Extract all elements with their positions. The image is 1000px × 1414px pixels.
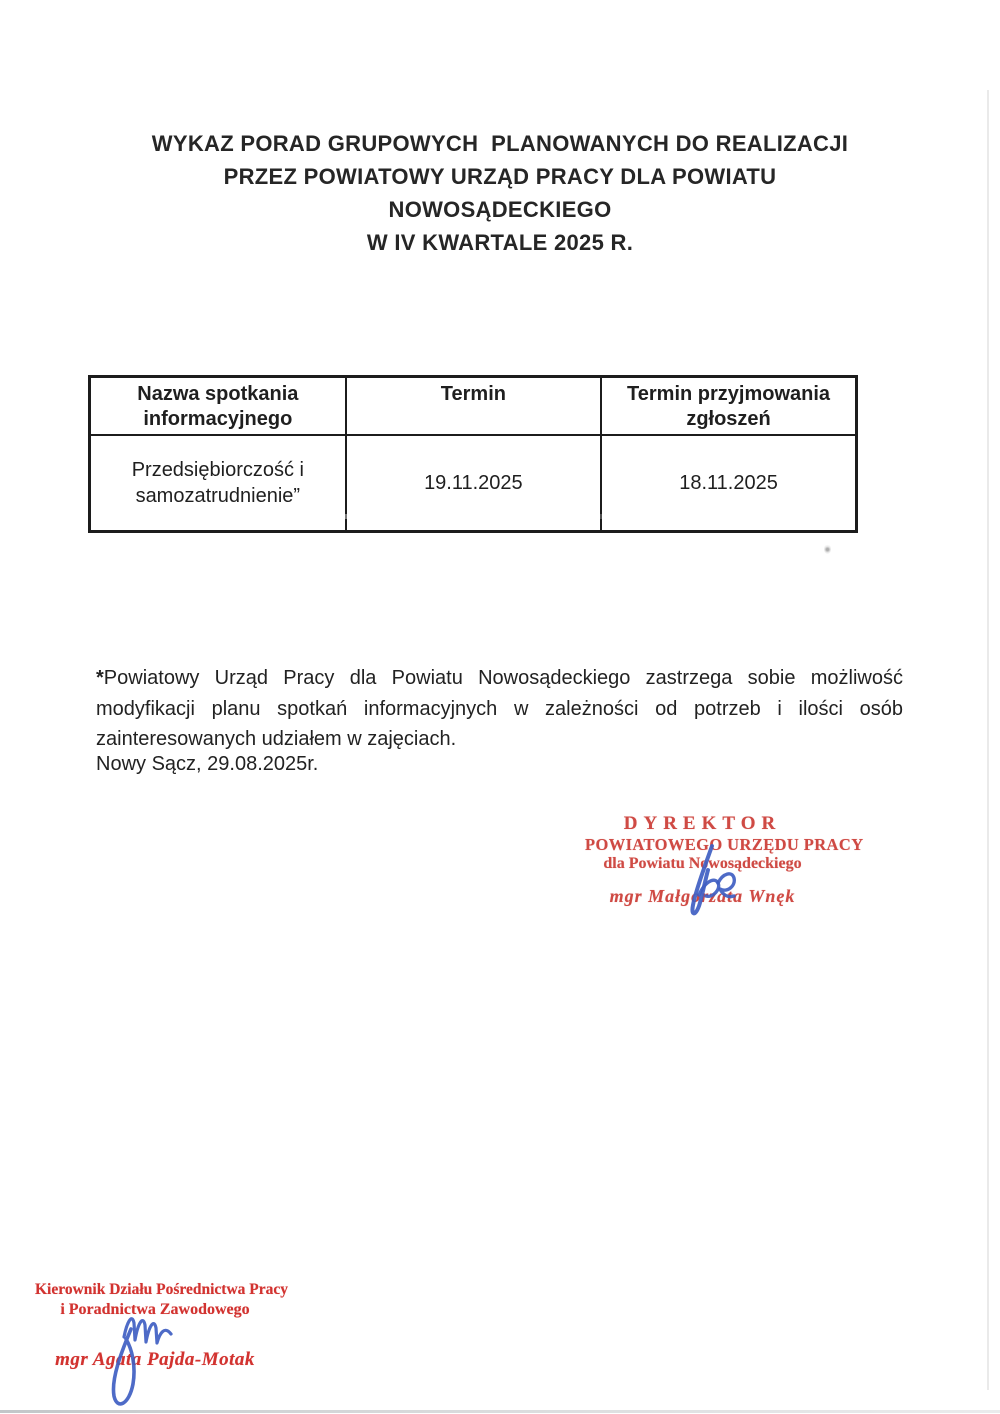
director-stamp-org-line2: dla Powiatu Nowosądeckiego: [603, 855, 802, 872]
table-row: [90, 435, 857, 532]
header-registration-deadline: Termin przyjmowania zgłoszeń: [601, 377, 856, 436]
cell-meeting-name: Przedsiębiorczość i samozatrudnienie”: [90, 435, 346, 532]
footnote-paragraph: [96, 663, 903, 755]
manager-stamp-name: mgr Agata Pajda-Motak: [55, 1349, 255, 1370]
schedule-table-container: [88, 375, 858, 533]
place-date-line: Nowy Sącz, 29.08.2025r.: [96, 753, 319, 775]
footnote-text: Powiatowy Urząd Pracy dla Powiatu Nowosądeckiego zastrzega sobie możliwość modyfikacji planu spotkań informacyjnych w zależności od potrzeb i ilości osób zainteresowanych udziałem w zajęciach.: [96, 667, 903, 750]
director-stamp: [585, 813, 864, 907]
schedule-table: [88, 375, 858, 533]
title-line-3: NOWOSĄDECKIEGO: [388, 197, 612, 222]
cell-term: 19.11.2025: [346, 435, 601, 532]
title-line-1: WYKAZ PORAD GRUPOWYCH PLANOWANYCH DO REALIZACJI: [151, 131, 849, 156]
header-meeting-name: Nazwa spotkania informacyjnego: [90, 377, 346, 436]
director-stamp-name: mgr Małgorzata Wnęk: [609, 886, 796, 906]
cell-registration-deadline: 18.11.2025: [601, 435, 856, 532]
director-stamp-org-line1: POWIATOWEGO URZĘDU PRACY: [585, 835, 864, 854]
document-title: [0, 127, 1000, 259]
header-term: Termin: [346, 377, 601, 436]
scan-edge-bottom-line: [0, 1410, 1000, 1413]
director-stamp-title: DYREKTOR: [623, 813, 782, 834]
scan-edge-right-line: [987, 90, 989, 1390]
manager-stamp: [35, 1280, 289, 1371]
footnote-asterisk: *: [96, 667, 104, 689]
ink-speck-artifact: [824, 544, 831, 554]
manager-stamp-title-line1: Kierownik Działu Pośrednictwa Pracy: [35, 1281, 289, 1298]
manager-stamp-title-line2: i Poradnictwa Zawodowego: [60, 1301, 250, 1318]
title-line-2: PRZEZ POWIATOWY URZĄD PRACY DLA POWIATU: [223, 164, 777, 189]
title-line-4: W IV KWARTALE 2025 R.: [366, 230, 634, 255]
table-header-row: [90, 377, 857, 436]
